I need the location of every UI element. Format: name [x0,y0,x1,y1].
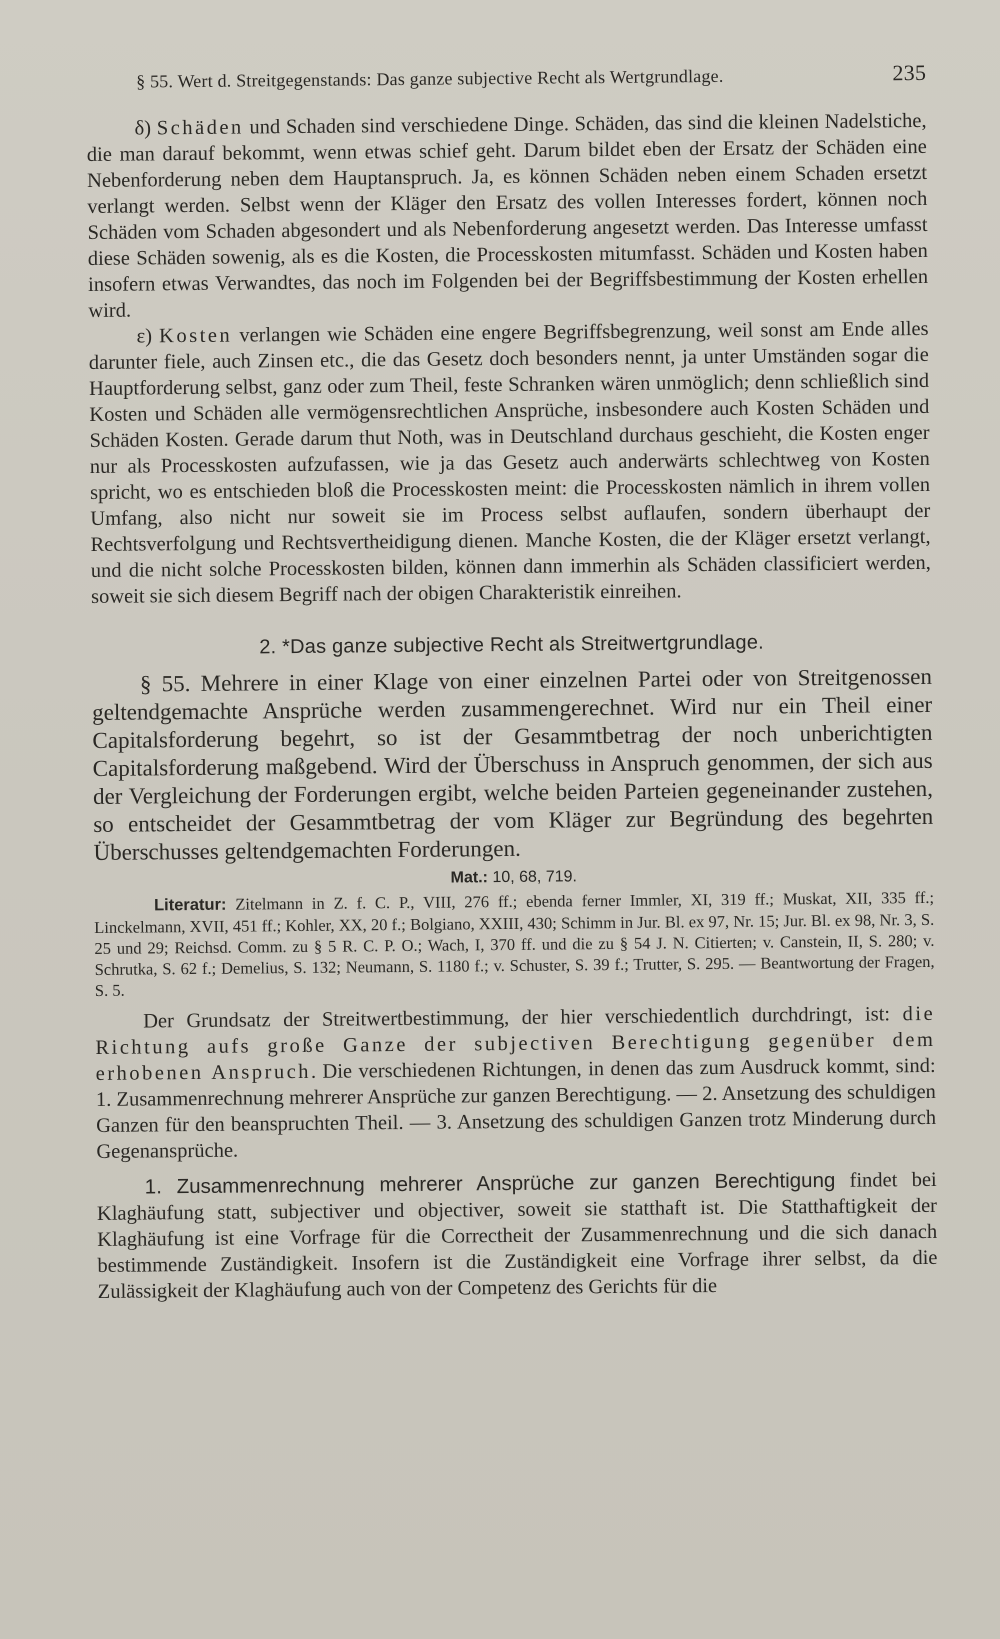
zusammenrechnung-lead: 1. Zusammenrechnung mehrerer Ansprüche zur ganzen Berechtigung [144,1168,836,1199]
page-content [86,60,938,1305]
running-header-title: § 55. Wert d. Streitgegenstands: Das ganze subjective Recht als Wertgrundlage. [136,65,724,92]
paragraph-zusammenrechnung [97,1167,938,1305]
paragraph-epsilon-lead: Kosten [159,324,233,348]
paragraph-grundsatz [95,1001,936,1165]
paragraph-delta-text: und Schaden sind verschiedene Dinge. Schäden, das sind die kleinen Nadelstiche, die man darauf bekommt, wenn etwas schief geht. Darum bildet eben der Ersatz der Schäden eine Nebenforderung neben dem Hauptanspruch. Ja, es können Schäden neben einem Schaden ersetzt verlangt werden. Selbst wenn der Kläger den Ersatz des vollen Interesses fordert, können noch Schäden vom Schaden abgesondert und als Nebenforderung angesetzt werden. Das Interesse umfasst diese Schäden sowenig, als es die Kosten, die Processkosten mitumfasst. Schäden und Kosten haben insofern etwas Verwandtes, das noch im Folgenden bei der Begriffsbestimmung der Kosten erhellen wird. [86,109,929,322]
materials-reference [94,865,934,891]
paragraph-55-statute: § 55. Mehrere in einer Klage von einer einzelnen Partei oder von Streitgenossen geltendgemachte Ansprüche werden zusammengerechnet. Wird nur ein Theil einer Capitalsforderung begehrt, so ist der Gesammtbetrag der noch unberichtigten Capitalsforderung maßgebend. Wird der Überschuss in Anspruch genommen, der sich aus der Vergleichung der Forderungen ergibt, welche beiden Parteien gegeneinander zustehen, so entscheidet der Gesammtbetrag der vom Kläger zur Begründung des begehrten Überschusses geltendgemachten Forderungen. [92,663,934,865]
paragraph-delta-marker: δ) [134,117,152,140]
literature-block [94,887,935,1001]
grundsatz-text-after: . Die verschiedenen Richtungen, in denen das zum Ausdruck kommt, sind: 1. Zusammenrechnung mehrerer Ansprüche zur ganzen Berechtigung. — 2. Ansetzung des schuldigen Ganzen für den beanspruchten Theil. — 3. Ansetzung des schuldigen Ganzen trotz Minderung durch Gegenansprüche. [95,1054,937,1163]
paragraph-epsilon [88,316,931,610]
literature-label: Literatur: [153,895,227,915]
section-heading: 2. *Das ganze subjective Recht als Streitwertgrundlage. [259,631,764,659]
zusammenrechnung-text: findet bei Klaghäufung statt, subjectiver und objectiver, soweit sie statthaft ist. Die Statthaftigkeit der Klaghäufung ist eine Vorfrage für die Correctheit der Zusammenrechnung und die sich danach bestimmende Zuständigkeit. Insofern ist die Zuständigkeit eine Vorfrage ihrer selbst, da die Zulässigkeit der Klaghäufung auch von der Competenz des Gerichts für die [96,1168,938,1303]
literature-text: Zitelmann in Z. f. C. P., VIII, 276 ff.; ebenda ferner Immler, XI, 319 ff.; Muskat, XII, 335 ff.; Linckelmann, XVII, 451 ff.; Kohler, XX, 20 f.; Bolgiano, XXIII, 430; Schimm in Jur. Bl. ex 97, Nr. 15; Jur. Bl. ex 98, Nr. 3, S. 25 und 29; Reichsd. Comm. zu § 5 R. C. P. O.; Wach, I, 370 ff. und die zu § 54 J. N. Citierten; v. Canstein, II, S. 280; v. Schrutka, S. 62 f.; Demelius, S. 132; Neumann, S. 1180 f.; v. Schuster, S. 39 f.; Trutter, S. 295. — Beantwortung der Fragen, S. 5. [94,887,935,1000]
materials-label: Mat.: [450,869,489,887]
grundsatz-emphasis: die Richtung aufs große Ganze der subjectiven Berechtigung gegenüber dem erhobenen Anspruch [95,1002,936,1085]
paragraph-epsilon-text: verlangen wie Schäden eine engere Begriffsbegrenzung, weil sonst am Ende alles darunter fiele, auch Zinsen etc., die das Gesetz doch besonders nennt, ja unter Umständen sogar die Hauptforderung selbst, ganz oder zum Theil, feste Schranken wären unmöglich; denn schließlich sind Kosten und Schäden alle vermögensrechtlichen Ansprüche, insbesondere auch Kosten Schäden und Schäden Kosten. Gerade darum thut Noth, was in Deutschland durchaus geschieht, die Kosten enger nur als Processkosten aufzufassen, wie ja das Gesetz auch anderwärts schlechtweg von Kosten spricht, wo es entschieden bloß die Processkosten meint: die Processkosten nämlich in ihrem vollen Umfang, also nicht nur soweit sie im Process selbst auflaufen, sondern überhaupt der Rechtsverfolgung und Rechtsvertheidigung dienen. Manche Kosten, die der Kläger ersetzt verlangt, und die nicht solche Processkosten bilden, können dann immerhin als Schäden classificiert werden, soweit sie sich diesem Begriff nach der obigen Charakteristik einreihen. [88,317,931,608]
running-header [136,60,926,94]
materials-text: 10, 68, 719. [487,868,578,887]
page-number: 235 [892,59,927,86]
grundsatz-text-before: Der Grundsatz der Streitwertbestimmung, der hier verschiedentlich durchdringt, ist: [143,1003,903,1033]
paragraph-delta-lead: Schäden [156,116,244,140]
paragraph-epsilon-marker: ε) [136,325,153,348]
paragraph-delta [86,108,928,324]
